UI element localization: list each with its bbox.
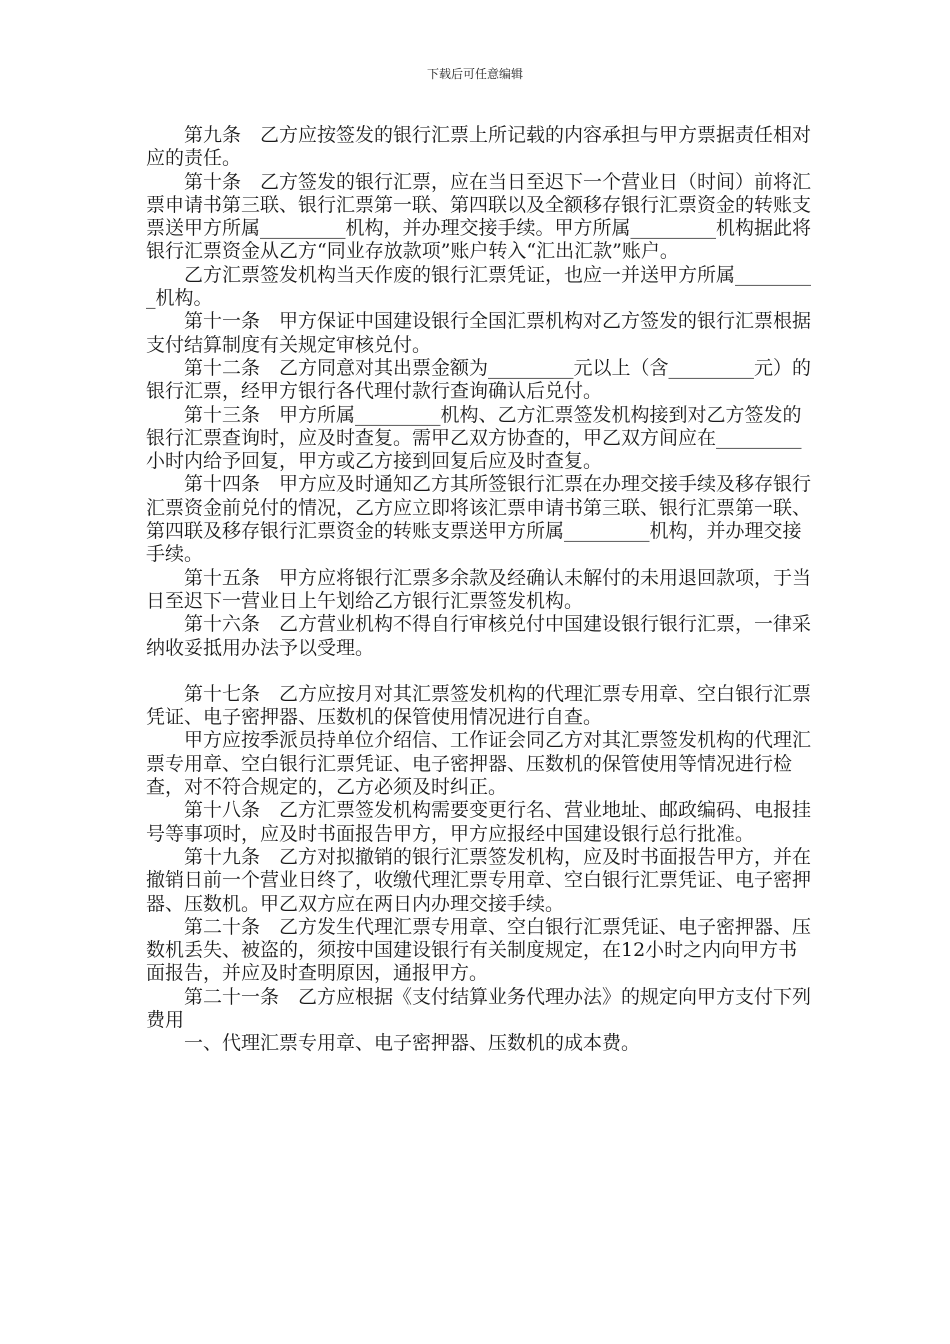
paragraph-article-21-item-1: 一、代理汇票专用章、电子密押器、压数机的成本费。	[184, 1032, 641, 1055]
paragraph-article-12: 第十二条 乙方同意对其出票金额为_________元以上（含_________元）的银行汇票，经甲方银行各代理付款行查询确认后兑付。	[146, 356, 812, 403]
paragraph-article-20: 第二十条 乙方发生代理汇票专用章、空白银行汇票凭证、电子密押器、压数机丢失、被盗的，须按中国建设银行有关制度规定，在12小时之内向甲方书面报告，并应及时查明原因，通报甲方。	[146, 915, 812, 985]
paragraph-article-9: 第九条 乙方应按签发的银行汇票上所记载的内容承担与甲方票据责任相对应的责任。	[146, 124, 812, 170]
paragraph-article-10: 第十条 乙方签发的银行汇票，应在当日至迟下一个营业日（时间）前将汇票申请书第三联、银行汇票第一联、第四联以及全额移存银行汇票资金的转账支票送甲方所属_________机构，并办理交接手续。甲方所属_________机构据此将银行汇票资金从乙方“同业存放款项”账户转入“汇出汇款”账户。	[146, 170, 812, 263]
blank-line	[146, 660, 816, 683]
paragraph-article-16: 第十六条 乙方营业机构不得自行审核兑付中国建设银行银行汇票，一律采纳收妥抵用办法予以受理。	[146, 613, 812, 659]
paragraph-article-14: 第十四条 甲方应及时通知乙方其所签银行汇票在办理交接手续及移存银行汇票资金前兑付的情况，乙方应立即将该汇票申请书第三联、银行汇票第一联、第四联及移存银行汇票资金的转账支票送甲方所属_________机构，并办理交接手续。	[146, 473, 812, 566]
paragraph-article-21: 第二十一条 乙方应根据《支付结算业务代理办法》的规定向甲方支付下列费用	[146, 985, 812, 1031]
paragraph-article-15: 第十五条 甲方应将银行汇票多余款及经确认未解付的未用退回款项，于当日至迟下一营业日上午划给乙方银行汇票签发机构。	[146, 566, 812, 612]
paragraph-article-13: 第十三条 甲方所属_________机构、乙方汇票签发机构接到对乙方签发的银行汇票查询时，应及时查复。需甲乙双方协查的，甲乙双方间应在_________小时内给予回复，甲方或乙方接到回复后应及时查复。	[146, 403, 802, 473]
page-header: 下载后可任意编辑	[426, 67, 523, 81]
paragraph-article-17: 第十七条 乙方应按月对其汇票签发机构的代理汇票专用章、空白银行汇票凭证、电子密押器、压数机的保管使用情况进行自查。	[146, 682, 812, 729]
document-body	[146, 124, 816, 1056]
paragraph-article-19: 第十九条 乙方对拟撤销的银行汇票签发机构，应及时书面报告甲方，并在撤销日前一个营业日终了，收缴代理汇票专用章、空白银行汇票凭证、电子密押器、压数机。甲乙双方应在两日内办理交接手续。	[146, 845, 812, 915]
paragraph-article-18: 第十八条 乙方汇票签发机构需要变更行名、营业地址、邮政编码、电报挂号等事项时，应及时书面报告甲方，甲方应报经中国建设银行总行批准。	[146, 799, 812, 845]
paragraph-article-11: 第十一条 甲方保证中国建设银行全国汇票机构对乙方签发的银行汇票根据支付结算制度有关规定审核兑付。	[146, 310, 812, 356]
paragraph-article-17-note: 甲方应按季派员持单位介绍信、工作证会同乙方对其汇票签发机构的代理汇票专用章、空白银行汇票凭证、电子密押器、压数机的保管使用等情况进行检查，对不符合规定的，乙方必须及时纠正。	[146, 729, 812, 799]
paragraph-article-10-note: 乙方汇票签发机构当天作废的银行汇票凭证，也应一并送甲方所属_________机构。	[146, 263, 812, 310]
